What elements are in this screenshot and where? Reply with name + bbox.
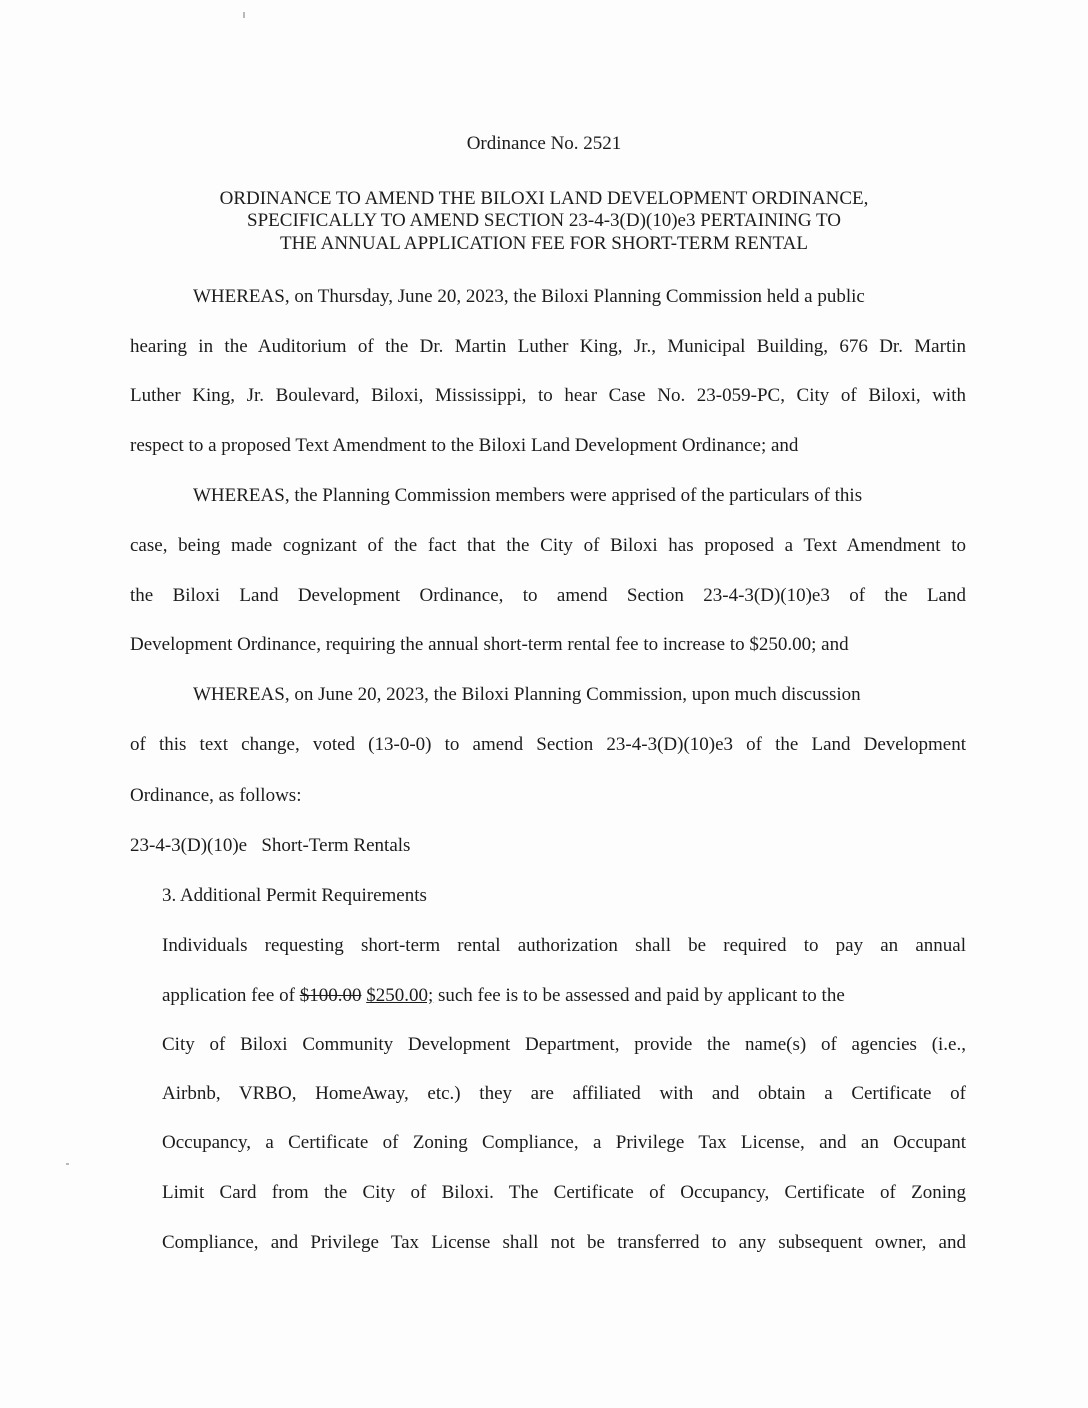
whereas-paragraph-2: the Biloxi Land Development Ordinance, to amend Section 23-4-3(D)(10)e3 of the Land [130, 585, 966, 606]
ordinance-number: Ordinance No. 2521 [466, 133, 622, 154]
scan-speck [243, 12, 245, 18]
whereas-paragraph-1: respect to a proposed Text Amendment to the Biloxi Land Development Ordinance; and [130, 435, 799, 456]
subsection-heading: 3. Additional Permit Requirements [162, 885, 427, 906]
old-fee-struck: $100.00 [299, 985, 362, 1006]
whereas-paragraph-1: WHEREAS, on Thursday, June 20, 2023, the Biloxi Planning Commission held a public [193, 286, 865, 307]
title-line: ORDINANCE TO AMEND THE BILOXI LAND DEVELOPMENT ORDINANCE, [219, 188, 869, 209]
whereas-paragraph-2: Development Ordinance, requiring the annual short-term rental fee to increase to $250.00; and [130, 634, 849, 655]
whereas-paragraph-3: of this text change, voted (13-0-0) to amend Section 23-4-3(D)(10)e3 of the Land Development [130, 734, 966, 755]
requirements-paragraph: Compliance, and Privilege Tax License shall not be transferred to any subsequent owner, and [162, 1232, 966, 1253]
requirements-paragraph: City of Biloxi Community Development Department, provide the name(s) of agencies (i.e., [162, 1034, 966, 1055]
title-line: SPECIFICALLY TO AMEND SECTION 23-4-3(D)(10)e3 PERTAINING TO [247, 210, 841, 231]
whereas-paragraph-3: WHEREAS, on June 20, 2023, the Biloxi Planning Commission, upon much discussion [193, 684, 861, 705]
scan-speck [66, 1163, 69, 1165]
requirements-paragraph: Airbnb, VRBO, HomeAway, etc.) they are affiliated with and obtain a Certificate of [162, 1083, 966, 1104]
requirements-paragraph: Occupancy, a Certificate of Zoning Compliance, a Privilege Tax License, and an Occupant [162, 1132, 966, 1153]
whereas-paragraph-1: Luther King, Jr. Boulevard, Biloxi, Mississippi, to hear Case No. 23-059-PC, City of Biloxi, with [130, 385, 966, 406]
title-line: THE ANNUAL APPLICATION FEE FOR SHORT-TERM RENTAL [280, 233, 808, 254]
section-heading: 23-4-3(D)(10)e Short-Term Rentals [130, 835, 411, 856]
whereas-paragraph-2: case, being made cognizant of the fact that the City of Biloxi has proposed a Text Amendment to [130, 535, 966, 556]
requirements-paragraph [162, 984, 845, 1008]
requirements-paragraph: Individuals requesting short-term rental authorization shall be required to pay an annual [162, 935, 966, 956]
requirements-paragraph: Limit Card from the City of Biloxi. The Certificate of Occupancy, Certificate of Zoning [162, 1182, 966, 1203]
fee-text: such fee is to be assessed and paid by applicant to the [433, 985, 845, 1006]
fee-text: application fee of [162, 985, 300, 1006]
whereas-paragraph-1: hearing in the Auditorium of the Dr. Martin Luther King, Jr., Municipal Building, 676 Dr. Martin [130, 336, 966, 357]
whereas-paragraph-2: WHEREAS, the Planning Commission members were apprised of the particulars of this [193, 485, 863, 506]
new-fee-underlined: $250.00; [366, 985, 434, 1006]
whereas-paragraph-3: Ordinance, as follows: [130, 785, 302, 806]
